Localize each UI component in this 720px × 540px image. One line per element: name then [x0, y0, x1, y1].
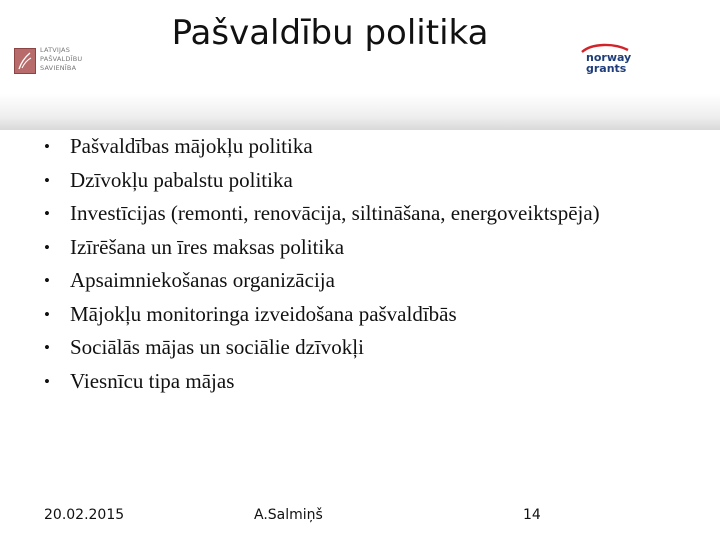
lps-emblem-icon [14, 48, 36, 74]
bullet-item [44, 130, 600, 164]
footer-author: A.Salmiņš [254, 507, 323, 523]
bullet-icon: • [44, 371, 50, 391]
bullet-text: Investīcijas (remonti, renovācija, siltināšana, energoveiktspēja) [70, 201, 600, 225]
norway-grants-word-2: grants [586, 62, 627, 75]
bullet-text: Pašvaldības mājokļu politika [70, 134, 313, 158]
bullet-text: Sociālās mājas un sociālie dzīvokļi [70, 335, 364, 359]
bullet-icon: • [44, 338, 50, 357]
bullet-list [44, 130, 600, 398]
bullet-icon: • [44, 204, 50, 223]
slide-title: Pašvaldību politika [171, 13, 489, 53]
bullet-text: Apsaimniekošanas organizācija [70, 268, 335, 292]
bullet-icon: • [44, 137, 50, 156]
bullet-icon: • [44, 304, 50, 324]
bullet-item [44, 197, 600, 231]
bullet-item [44, 331, 600, 365]
bullet-item [44, 231, 600, 265]
bullet-item [44, 264, 600, 298]
bullet-icon: • [44, 237, 50, 257]
footer-page-number: 14 [523, 507, 541, 523]
bullet-text: Mājokļu monitoringa izveidošana pašvaldībās [70, 301, 457, 326]
bullet-text: Izīrēšana un īres maksas politika [70, 234, 345, 259]
lps-logo-line-1: LATVIJAS [40, 46, 71, 54]
bullet-icon: • [44, 170, 50, 190]
bullet-item [44, 298, 600, 332]
lps-logo [14, 46, 94, 80]
norway-grants-logo [578, 42, 638, 82]
lps-logo-line-2: PAŠVALDĪBU [40, 55, 83, 63]
footer-date: 20.02.2015 [44, 507, 125, 523]
bullet-text: Viesnīcu tipa mājas [70, 368, 235, 393]
lps-logo-line-3: SAVIENĪBA [40, 64, 77, 72]
bullet-text: Dzīvokļu pabalstu politika [70, 167, 293, 192]
norway-grants-word-1: norway [586, 51, 632, 64]
bullet-item [44, 164, 600, 198]
bullet-item [44, 365, 600, 399]
bullet-icon: • [44, 271, 50, 290]
